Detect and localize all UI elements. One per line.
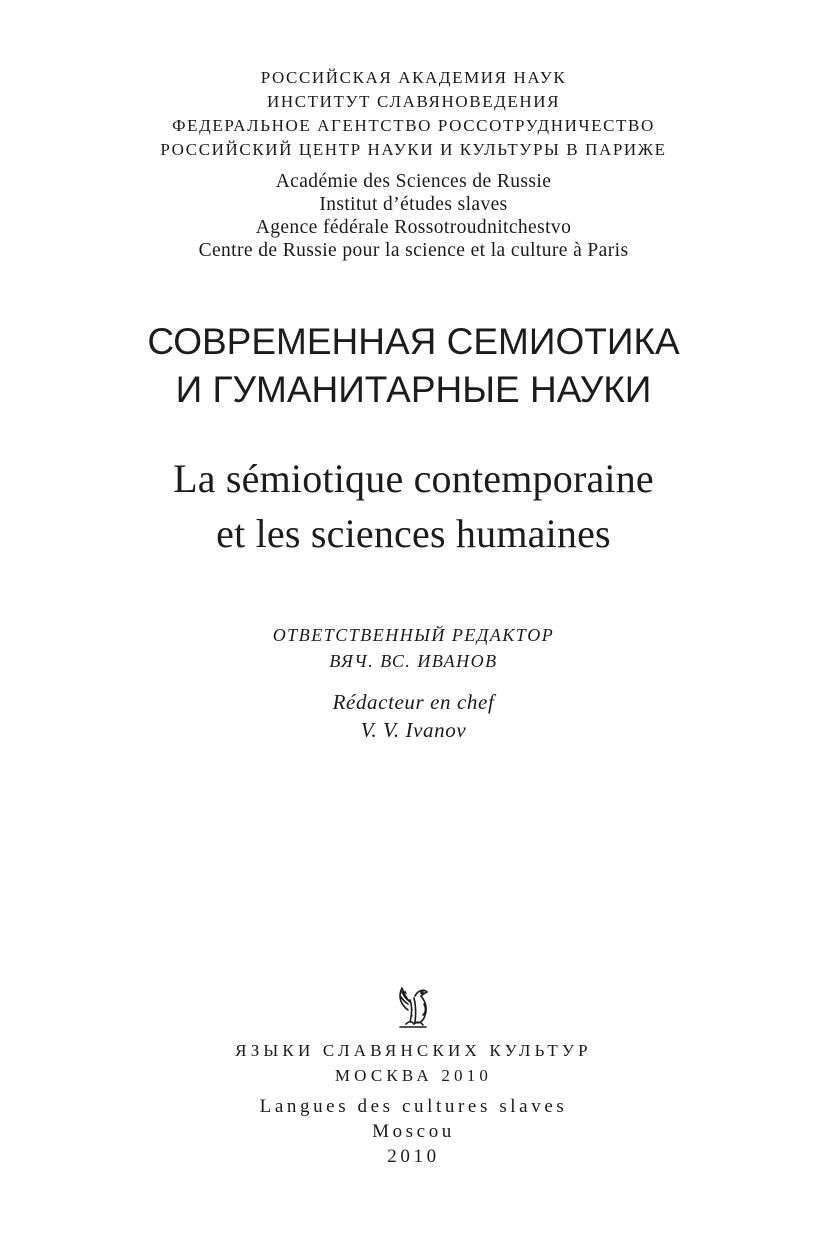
editor-role: ОТВЕТСТВЕННЫЙ РЕДАКТОР <box>272 625 555 645</box>
book-title-russian <box>0 318 827 414</box>
institution-line: Académie des Sciences de Russie <box>275 171 552 192</box>
publisher-year: 2010 <box>387 1146 440 1167</box>
publisher-french <box>0 1094 827 1169</box>
institution-line: РОССИЙСКИЙ ЦЕНТР НАУКИ И КУЛЬТУРЫ В ПАРИЖЕ <box>160 140 667 159</box>
institutions-french <box>0 170 827 262</box>
institution-line: ФЕДЕРАЛЬНОЕ АГЕНТСТВО РОССОТРУДНИЧЕСТВО <box>172 116 655 135</box>
title-line: СОВРЕМЕННАЯ СЕМИОТИКА <box>147 321 680 362</box>
institution-line: РОССИЙСКАЯ АКАДЕМИЯ НАУК <box>260 68 567 87</box>
institutions-russian <box>0 66 827 162</box>
title-line: И ГУМАНИТАРНЫЕ НАУКИ <box>175 369 652 410</box>
publisher-name: Langues des cultures slaves <box>259 1096 568 1117</box>
institution-line: Agence fédérale Rossotroudnitchestvo <box>255 217 572 238</box>
institution-line: Institut d’études slaves <box>319 194 508 215</box>
editor-name: ВЯЧ. ВС. ИВАНОВ <box>329 651 498 671</box>
title-line: et les sciences humaines <box>216 511 611 556</box>
publisher-name: ЯЗЫКИ СЛАВЯНСКИХ КУЛЬТУР <box>235 1041 592 1060</box>
publisher-emblem-icon <box>388 980 438 1032</box>
institution-line: Centre de Russie pour la science et la culture à Paris <box>198 240 629 261</box>
publisher-city: Moscou <box>372 1121 455 1142</box>
institution-line: ИНСТИТУТ СЛАВЯНОВЕДЕНИЯ <box>266 92 561 111</box>
editor-russian <box>0 622 827 674</box>
book-title-french <box>0 451 827 561</box>
editor-role: Rédacteur en chef <box>332 690 495 714</box>
publisher-russian <box>0 1038 827 1088</box>
editor-name: V. V. Ivanov <box>360 718 467 742</box>
title-line: La sémiotique contemporaine <box>173 456 654 501</box>
publisher-city-year: МОСКВА 2010 <box>334 1066 493 1085</box>
editor-french <box>0 688 827 744</box>
